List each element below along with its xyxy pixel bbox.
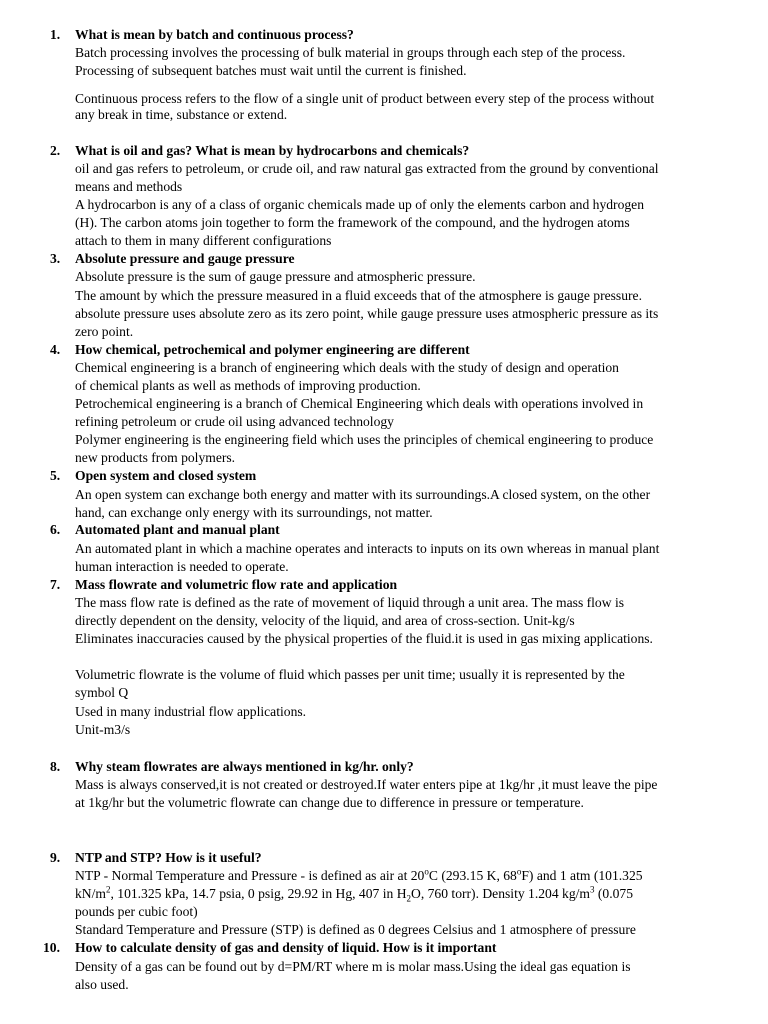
question-heading: Automated plant and manual plant xyxy=(75,522,280,537)
answer-line: (H). The carbon atoms join together to form the framework of the compound, and the hydrogen atoms xyxy=(75,215,630,230)
question-heading: Why steam flowrates are always mentioned in kg/hr. only? xyxy=(75,759,414,774)
item-number: 8. xyxy=(50,759,61,774)
answer-line: Eliminates inaccuracies caused by the physical properties of the fluid.it is used in gas mixing applications. xyxy=(75,631,653,646)
text-run: (0.075 xyxy=(594,886,634,901)
item-number: 9. xyxy=(50,850,61,865)
answer-line: absolute pressure uses absolute zero as its zero point, while gauge pressure uses atmospheric pressure as its xyxy=(75,306,659,321)
answer-line: An open system can exchange both energy and matter with its surroundings.A closed system, on the other xyxy=(75,487,651,502)
subscript: 2 xyxy=(406,893,412,904)
question-heading: How chemical, petrochemical and polymer engineering are different xyxy=(75,342,470,357)
item-number: 4. xyxy=(50,342,61,357)
answer-line: oil and gas refers to petroleum, or crude oil, and raw natural gas extracted from the ground by conventional xyxy=(75,161,659,176)
superscript: o xyxy=(424,866,429,877)
text-run: F) and 1 atm (101.325 xyxy=(521,868,643,883)
question-heading: NTP and STP? How is it useful? xyxy=(75,850,262,865)
superscript: o xyxy=(516,866,522,877)
question-heading: How to calculate density of gas and density of liquid. How is it important xyxy=(75,940,497,955)
answer-line: attach to them in many different configurations xyxy=(75,233,332,248)
answer-line: Standard Temperature and Pressure (STP) is defined as 0 degrees Celsius and 1 atmosphere of pressure xyxy=(75,922,636,937)
question-heading: Mass flowrate and volumetric flow rate and application xyxy=(75,577,398,592)
question-heading: What is mean by batch and continuous process? xyxy=(75,27,354,42)
answer-line: Chemical engineering is a branch of engineering which deals with the study of design and operation xyxy=(75,360,619,375)
item-number: 1. xyxy=(50,27,61,42)
question-heading: Open system and closed system xyxy=(75,468,257,483)
answer-line: Density of a gas can be found out by d=PM/RT where m is molar mass.Using the ideal gas equation is xyxy=(75,959,631,974)
item-number: 2. xyxy=(50,143,61,158)
answer-line xyxy=(75,867,643,885)
answer-line xyxy=(75,885,633,903)
answer-line: The mass flow rate is defined as the rate of movement of liquid through a unit area. The mass flow is xyxy=(75,595,625,610)
item-number: 6. xyxy=(50,522,61,537)
answer-line: refining petroleum or crude oil using advanced technology xyxy=(75,414,394,429)
answer-line: also used. xyxy=(75,977,129,992)
answer-line: of chemical plants as well as methods of improving production. xyxy=(75,378,421,393)
text-run: C (293.15 K, 68 xyxy=(428,868,517,883)
item-number: 3. xyxy=(50,251,61,266)
answer-line: zero point. xyxy=(75,324,134,339)
answer-line: hand, can exchange only energy with its surroundings, not matter. xyxy=(75,505,433,520)
text-run: O, 760 torr). Density 1.204 kg/m xyxy=(411,886,590,901)
superscript: 2 xyxy=(105,884,111,895)
answer-line: An automated plant in which a machine operates and interacts to inputs on its own whereas in manual plant xyxy=(75,541,660,556)
answer-line: Processing of subsequent batches must wait until the current is finished. xyxy=(75,63,467,78)
answer-line: human interaction is needed to operate. xyxy=(75,559,289,574)
answer-line: Continuous process refers to the flow of a single unit of product between every step of the process without xyxy=(75,91,655,106)
answer-line: new products from polymers. xyxy=(75,450,236,465)
answer-line: directly dependent on the density, velocity of the liquid, and area of cross-section. Unit-kg/s xyxy=(75,613,575,628)
question-heading: What is oil and gas? What is mean by hydrocarbons and chemicals? xyxy=(75,143,470,158)
answer-line: Unit-m3/s xyxy=(75,722,131,737)
answer-line: symbol Q xyxy=(75,685,129,700)
answer-line: A hydrocarbon is any of a class of organic chemicals made up of only the elements carbon and hydrogen xyxy=(75,197,644,212)
text-run: , 101.325 kPa, 14.7 psia, 0 psig, 29.92 in Hg, 407 in H xyxy=(110,886,407,901)
answer-line: at 1kg/hr but the volumetric flowrate can change due to difference in pressure or temperature. xyxy=(75,795,584,810)
answer-line: means and methods xyxy=(75,179,183,194)
item-number: 10. xyxy=(43,940,60,955)
answer-line: Petrochemical engineering is a branch of Chemical Engineering which deals with operations involved in xyxy=(75,396,644,411)
superscript: 3 xyxy=(590,884,595,895)
item-number: 7. xyxy=(50,577,61,592)
answer-line: Polymer engineering is the engineering field which uses the principles of chemical engineering to produce xyxy=(75,432,654,447)
answer-line: pounds per cubic foot) xyxy=(75,904,198,919)
text-run: NTP - Normal Temperature and Pressure - is defined as air at 20 xyxy=(75,868,425,883)
answer-line: Used in many industrial flow applications. xyxy=(75,704,307,719)
answer-line: Mass is always conserved,it is not created or destroyed.If water enters pipe at 1kg/hr ,it must leave the pipe xyxy=(75,777,658,792)
answer-line: The amount by which the pressure measured in a fluid exceeds that of the atmosphere is gauge pressure. xyxy=(75,288,642,303)
answer-line: Volumetric flowrate is the volume of fluid which passes per unit time; usually it is represented by the xyxy=(75,667,625,682)
item-number: 5. xyxy=(50,468,61,483)
text-run: kN/m xyxy=(75,886,106,901)
answer-line: Batch processing involves the processing of bulk material in groups through each step of the process. xyxy=(75,45,626,60)
answer-line: Absolute pressure is the sum of gauge pressure and atmospheric pressure. xyxy=(75,269,476,284)
question-heading: Absolute pressure and gauge pressure xyxy=(75,251,295,266)
answer-line: any break in time, substance or extend. xyxy=(75,107,288,122)
